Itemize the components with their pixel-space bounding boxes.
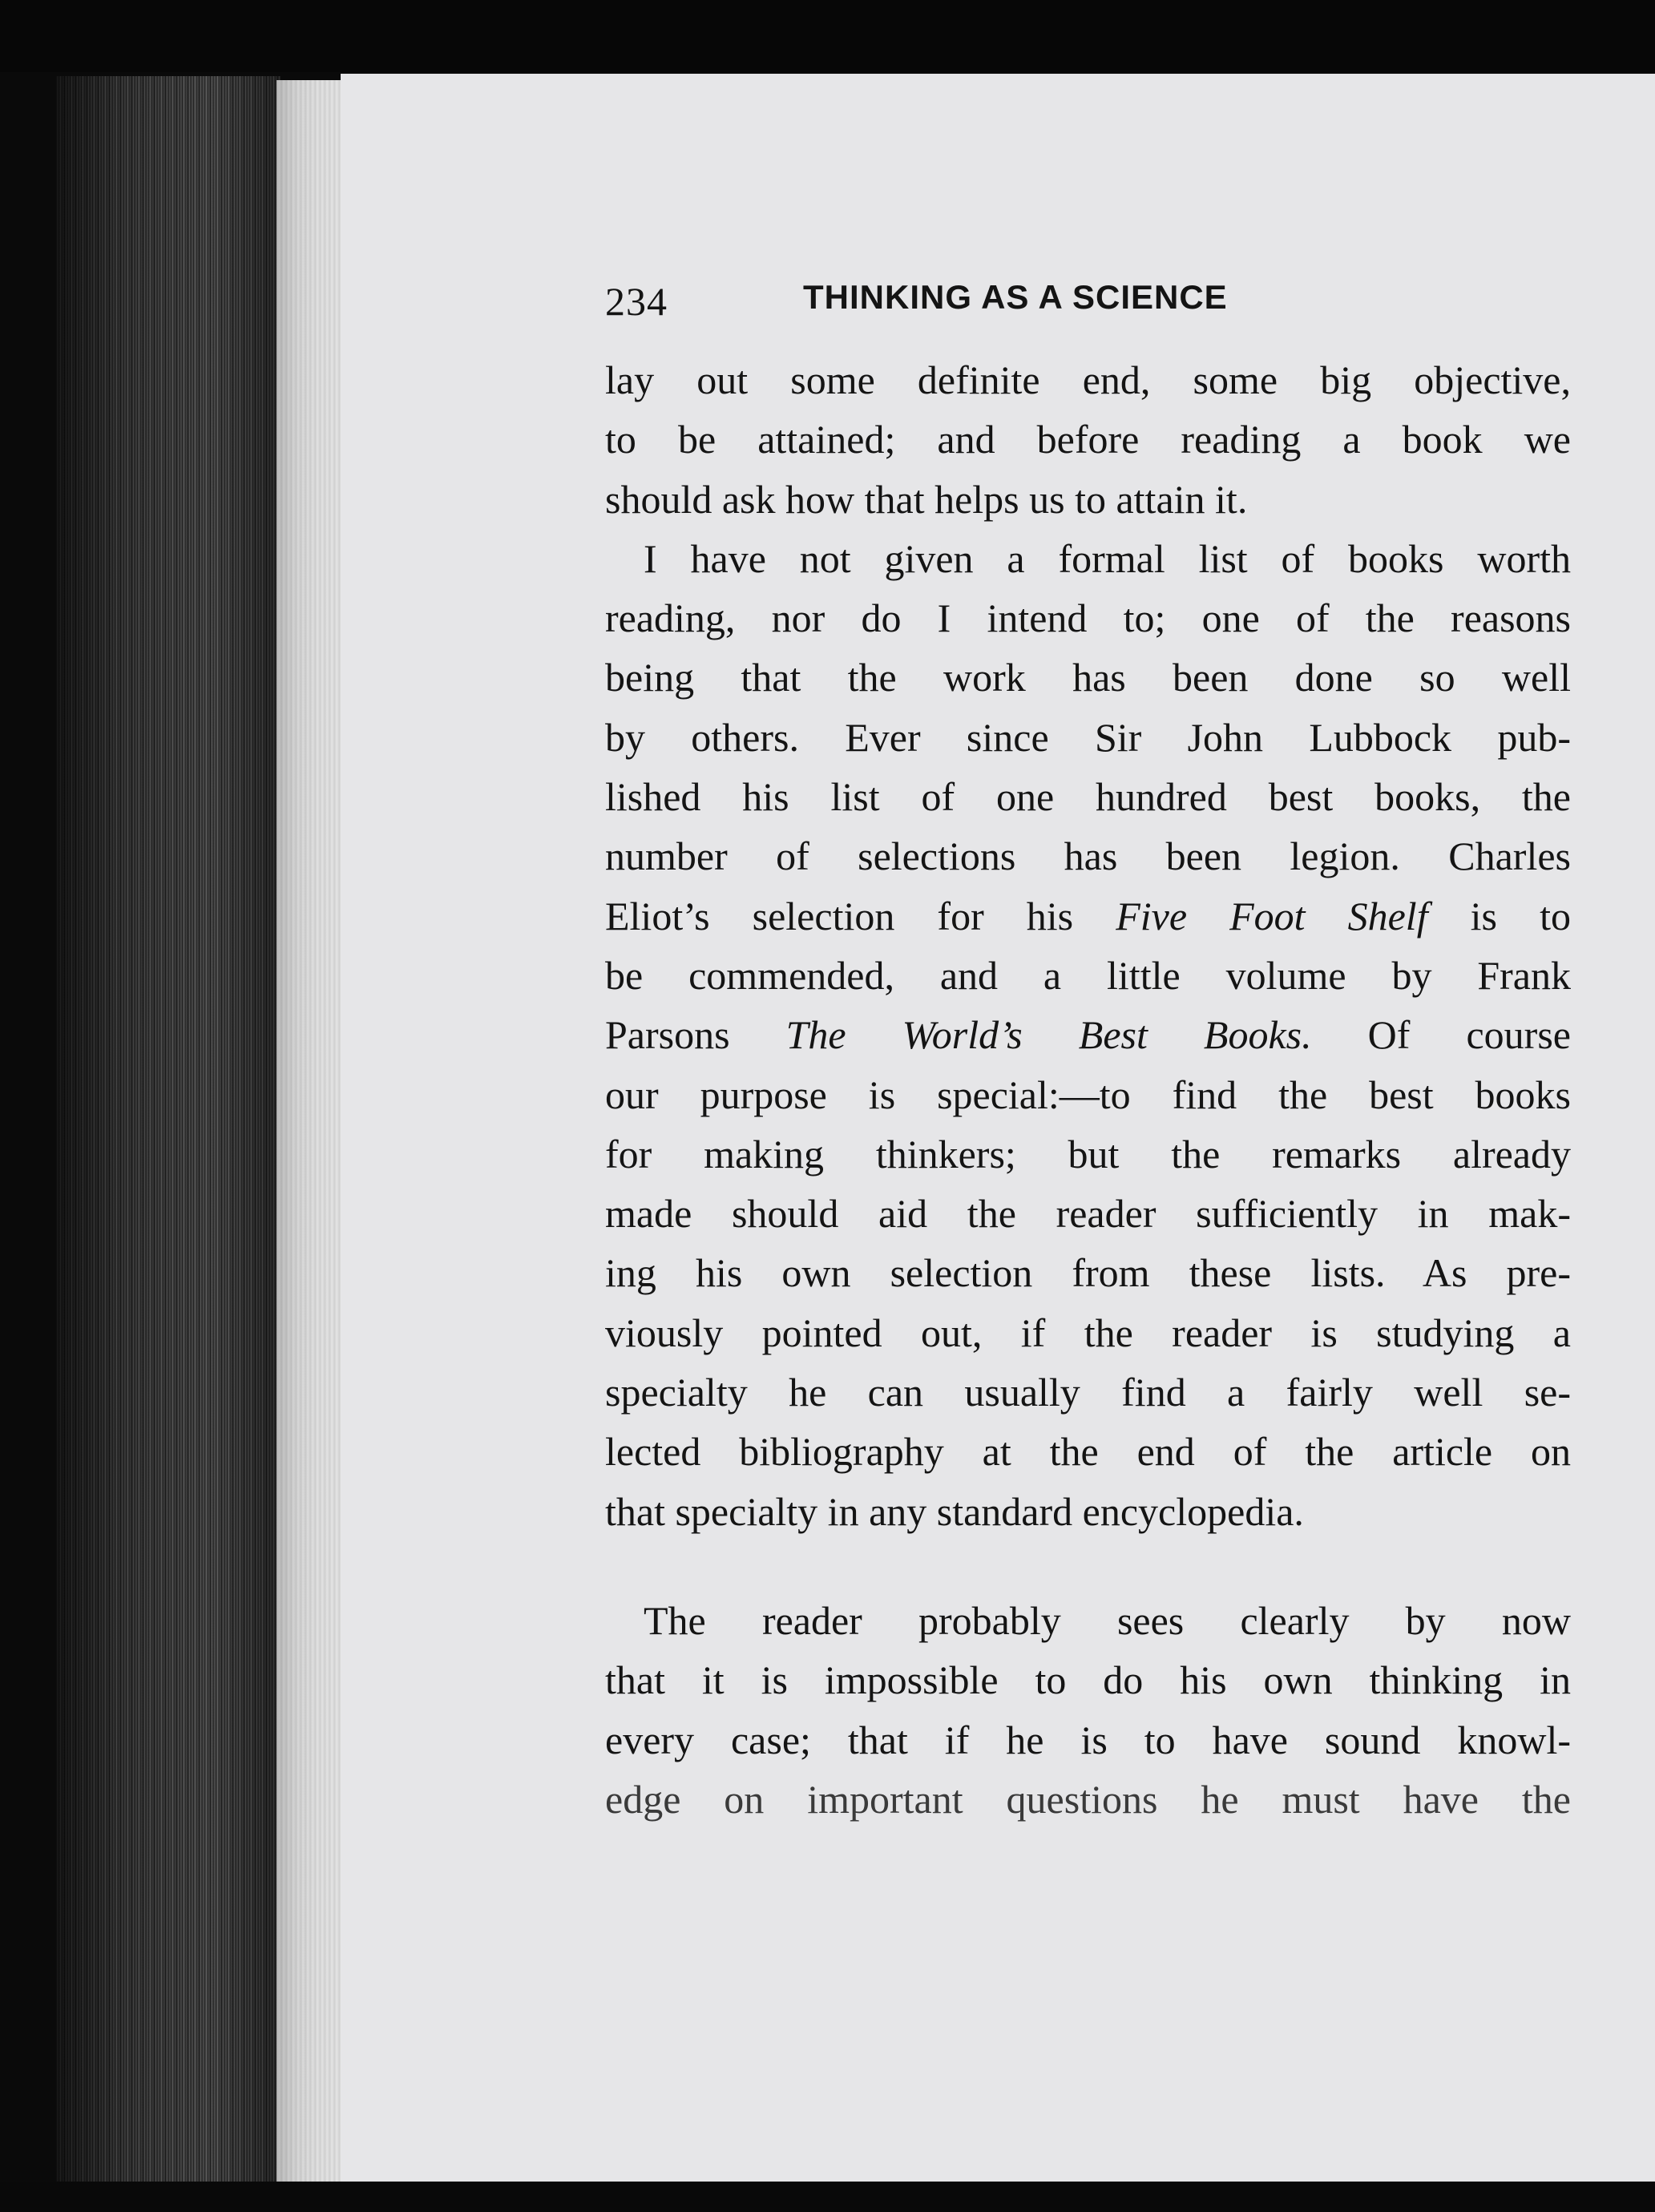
text-line: Eliot’s selection for his Five Foot Shelf is to: [605, 893, 1571, 938]
text-line: to be attained; and before reading a book we: [605, 417, 1571, 462]
text-block: [605, 278, 1571, 1829]
running-head: [605, 278, 1571, 342]
book-gutter: [277, 80, 345, 2184]
page-sheet: [341, 74, 1655, 2186]
text-line: our purpose is special:—to find the best books: [605, 1072, 1571, 1117]
text-line: for making thinkers; but the remarks already: [605, 1131, 1571, 1177]
text-line: that specialty in any standard encyclopedia.: [605, 1488, 1304, 1534]
text-line: specialty he can usually find a fairly well se-: [605, 1370, 1571, 1415]
text-line: by others. Ever since Sir John Lubbock pub-: [605, 714, 1571, 760]
paragraph-2: [605, 529, 1571, 1541]
text-line: every case; that if he is to have sound knowl-: [605, 1717, 1571, 1762]
running-title: THINKING AS A SCIENCE: [803, 278, 1228, 316]
text-line: lected bibliography at the end of the article on: [605, 1429, 1571, 1475]
text-line: lished his list of one hundred best books, the: [605, 774, 1571, 820]
italic-title: The World’s Best Books.: [785, 1012, 1312, 1058]
text-line: lay out some definite end, some big objective,: [605, 357, 1571, 402]
paragraph-3: [605, 1591, 1571, 1829]
text-line: reading, nor do I intend to; one of the reasons: [605, 595, 1571, 641]
text-line: I have not given a formal list of books worth: [644, 535, 1571, 581]
page-number: 234: [605, 279, 668, 324]
text-line: The reader probably sees clearly by now: [644, 1597, 1571, 1643]
italic-title: Five Foot Shelf: [1116, 893, 1428, 938]
text-line: made should aid the reader sufficiently in mak-: [605, 1191, 1571, 1237]
text-line: Parsons The World’s Best Books. Of course: [605, 1012, 1571, 1058]
scan-bottom-border: [0, 2182, 1655, 2212]
text-line: be commended, and a little volume by Frank: [605, 952, 1571, 998]
text-line: edge on important questions he must have the: [605, 1776, 1571, 1822]
text-line: should ask how that helps us to attain it.: [605, 476, 1248, 522]
book-page-edges: [56, 76, 281, 2184]
scan-top-border: [0, 0, 1655, 72]
text-line: being that the work has been done so well: [605, 655, 1571, 700]
text-line: viously pointed out, if the reader is studying a: [605, 1310, 1571, 1355]
section-break: [605, 1541, 1571, 1591]
text-line: ing his own selection from these lists. As pre-: [605, 1250, 1571, 1296]
text-line: that it is impossible to do his own thinking in: [605, 1657, 1571, 1703]
paragraph-1: [605, 350, 1571, 529]
text-line: number of selections has been legion. Charles: [605, 834, 1571, 879]
